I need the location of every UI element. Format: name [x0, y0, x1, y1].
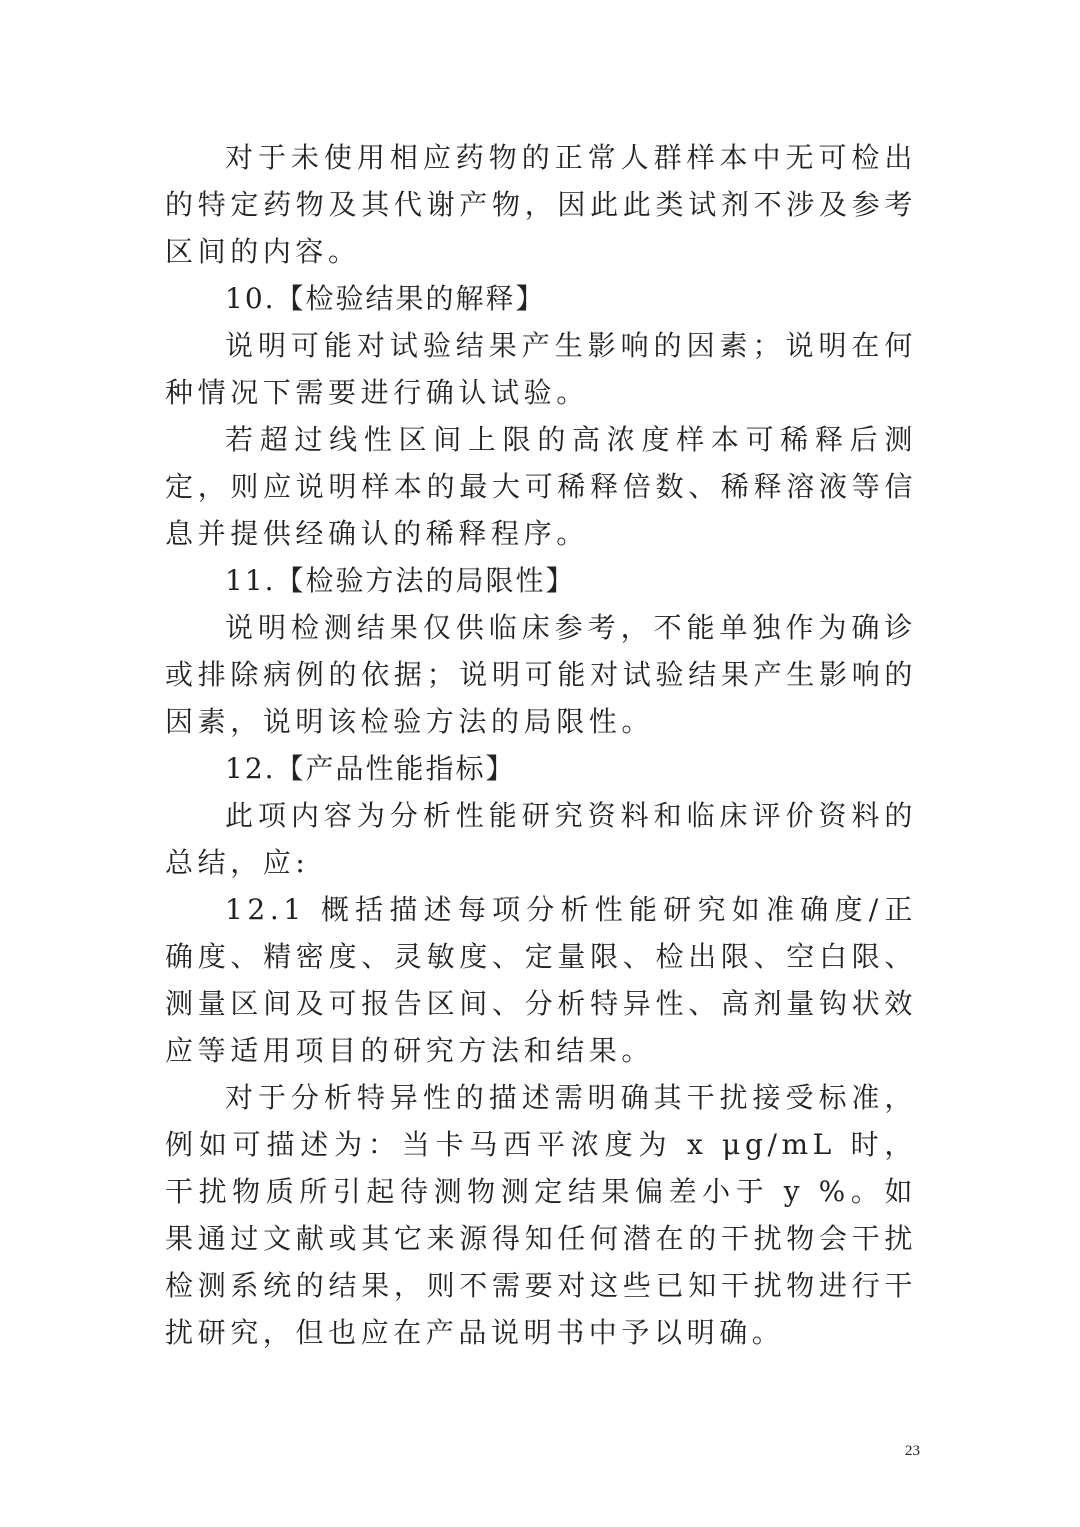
section-12-intro-paragraph: 此项内容为分析性能研究资料和临床评价资料的总结，应: [165, 799, 917, 879]
reference-interval-paragraph: 对于未使用相应药物的正常人群样本中无可检出的特定药物及其代谢产物，因此此类试剂不涉及参考区间的内容。 [165, 141, 917, 268]
analytical-specificity-paragraph: 对于分析特异性的描述需明确其干扰接受标准，例如可描述为：当卡马西平浓度为 x μg/mL 时，干扰物质所引起待测物测定结果偏差小于 y %。如果通过文献或其它来源得知任何潜在的干扰物会干扰检测系统的结果，则不需要对这些已知干扰物进行干扰研究，但也应在产品说明书中予以明确。 [165, 1081, 917, 1349]
section-12-heading: 12.【产品性能指标】 [225, 752, 516, 785]
section-11-heading: 11.【检验方法的局限性】 [225, 564, 576, 597]
section-10-paragraph-2: 若超过线性区间上限的高浓度样本可稀释后测定，则应说明样本的最大可稀释倍数、稀释溶液等信息并提供经确认的稀释程序。 [165, 423, 917, 550]
section-12-1-paragraph: 12.1 概括描述每项分析性能研究如准确度/正确度、精密度、灵敏度、定量限、检出限、空白限、测量区间及可报告区间、分析特异性、高剂量钩状效应等适用项目的研究方法和结果。 [165, 893, 917, 1067]
document-body [165, 134, 917, 1356]
page-number: 23 [905, 1443, 920, 1459]
section-11-paragraph: 说明检测结果仅供临床参考，不能单独作为确诊或排除病例的依据；说明可能对试验结果产生影响的因素，说明该检验方法的局限性。 [165, 611, 917, 738]
section-10-heading: 10.【检验结果的解释】 [225, 282, 546, 315]
section-10-paragraph-1: 说明可能对试验结果产生影响的因素；说明在何种情况下需要进行确认试验。 [165, 329, 917, 409]
